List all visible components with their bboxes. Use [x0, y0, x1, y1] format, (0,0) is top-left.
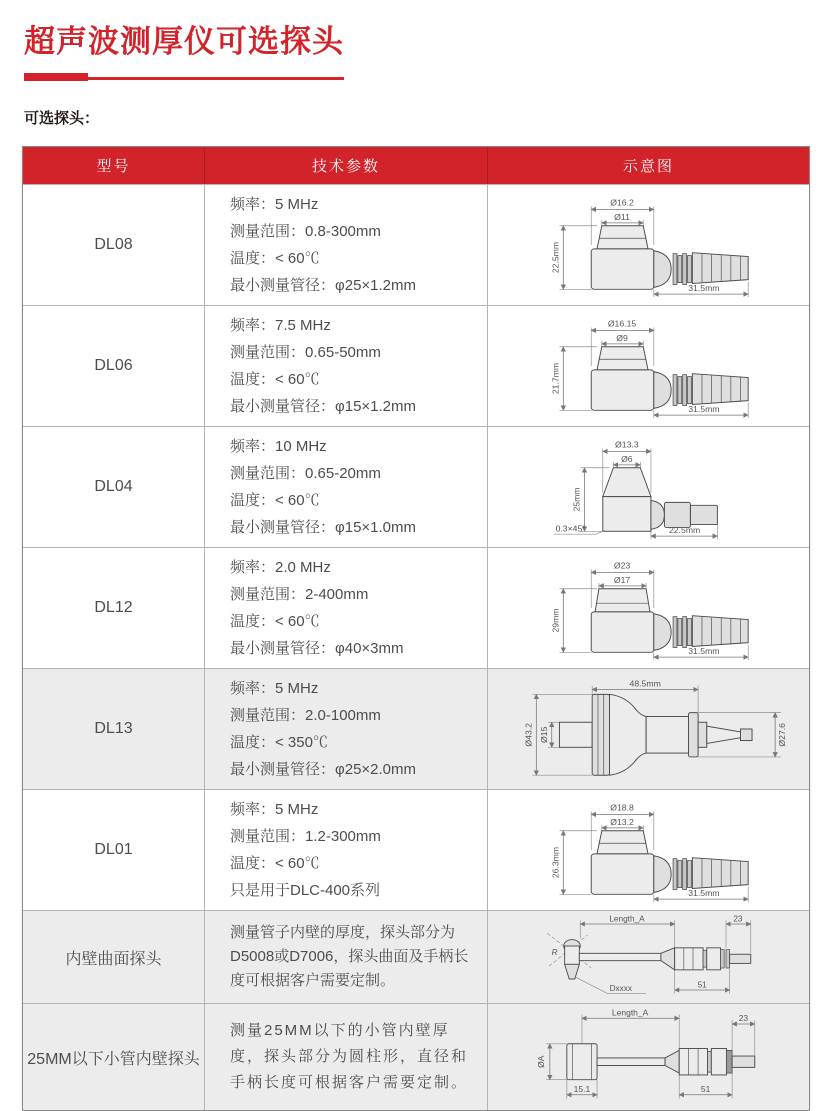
small-pipe-probe-diagram — [499, 1006, 799, 1108]
diagram-cell — [487, 427, 809, 547]
param-line: 测量范围：0.8-300mm — [230, 223, 381, 240]
model-name: DL08 — [94, 236, 133, 253]
radius-label: R — [551, 948, 558, 958]
dim-label: 31.5mm — [687, 888, 720, 899]
dim-label: 22.5mm — [549, 241, 560, 274]
dim-label: 15.1 — [573, 1083, 590, 1094]
param-line: 测量范围：0.65-20mm — [230, 465, 381, 482]
head-label: Dxxxx — [609, 983, 632, 993]
model-name: DL01 — [94, 841, 133, 858]
param-line: 频率：2.0 MHz — [230, 559, 331, 576]
dim-label: 22.5mm — [668, 525, 700, 536]
param-line: 频率：5 MHz — [230, 196, 319, 213]
param-line: 最小测量管径：φ40×3mm — [230, 640, 404, 657]
model-name: DL04 — [94, 478, 133, 495]
model-name: DL06 — [94, 357, 133, 374]
dim-label: 48.5mm — [629, 678, 661, 689]
dim-label: Ø16.2 — [609, 197, 634, 208]
params-cell — [204, 427, 487, 547]
description-cell — [204, 911, 487, 1003]
param-line: 温度：< 60℃ — [230, 371, 320, 388]
dim-label: 21.7mm — [549, 362, 560, 395]
right-angle-probe-diagram — [499, 798, 799, 902]
table-row-dl12 — [23, 547, 809, 668]
title-underline-thick — [24, 73, 88, 81]
dim-label: 51 — [700, 1083, 710, 1094]
dim-label: 23 — [732, 914, 743, 924]
model-name: DL13 — [94, 720, 133, 737]
param-line: 最小测量管径：φ25×1.2mm — [230, 277, 417, 294]
title-underline-thin — [88, 77, 344, 80]
diagram-cell — [487, 548, 809, 668]
param-line: 频率：5 MHz — [230, 801, 319, 818]
params-cell — [204, 790, 487, 910]
param-line: 频率：10 MHz — [230, 438, 327, 455]
dim-label: Length_A — [608, 914, 645, 924]
dim-label: ØA — [535, 1055, 546, 1068]
param-line: 温度：< 60℃ — [230, 613, 320, 630]
diagram-cell — [487, 1004, 809, 1110]
description-text: 测量管子内壁的厚度，探头部分为D5008或D7006，探头曲面及手柄长度可根据客户需要定制。 — [230, 924, 469, 989]
diagram-cell — [487, 790, 809, 910]
title-underline — [24, 73, 344, 81]
table-row-dl04 — [23, 426, 809, 547]
param-line: 频率：5 MHz — [230, 680, 319, 697]
header-model: 型号 — [96, 158, 131, 175]
description-text: 测量25MM以下的小管内壁厚度，探头部分为圆柱形，直径和手柄长度可根据客户需要定制。 — [230, 1022, 469, 1091]
dim-label: Ø18.8 — [609, 802, 634, 813]
dim-label: 25mm — [571, 487, 582, 512]
params-cell — [204, 185, 487, 305]
diagram-cell — [487, 306, 809, 426]
param-line: 测量范围：0.65-50mm — [230, 344, 381, 361]
table-row-curved-inner-wall — [23, 910, 809, 1003]
param-line: 测量范围：1.2-300mm — [230, 828, 381, 845]
dim-label: Ø6 — [620, 453, 633, 464]
dim-label: 23 — [738, 1013, 748, 1024]
curved-inner-wall-probe-diagram — [501, 913, 797, 1001]
dim-label: 29mm — [549, 608, 560, 633]
param-line: 温度：< 60℃ — [230, 250, 320, 267]
dim-label: Ø16.15 — [607, 318, 636, 329]
dim-label: Ø27.6 — [776, 722, 787, 747]
flange-probe-diagram — [499, 677, 799, 781]
dim-label: 31.5mm — [687, 646, 720, 657]
param-line: 最小测量管径：φ15×1.2mm — [230, 398, 417, 415]
right-angle-probe-diagram — [499, 556, 799, 660]
model-name: 25MM以下小管内壁探头 — [27, 1050, 200, 1068]
page-title: 超声波测厚仪可选探头 — [24, 24, 344, 59]
dim-label: Ø11 — [613, 211, 630, 222]
description-cell — [204, 1004, 487, 1110]
right-angle-probe-diagram — [499, 314, 799, 418]
section-label: 可选探头： — [24, 110, 100, 127]
param-line: 测量范围：2.0-100mm — [230, 707, 381, 724]
table-row-dl08 — [23, 184, 809, 305]
dim-label: Ø9 — [615, 332, 628, 343]
dim-label: 31.5mm — [687, 283, 720, 294]
dim-label: Ø43.2 — [523, 722, 534, 747]
header-specs: 技术参数 — [204, 147, 487, 184]
model-name: DL12 — [94, 599, 133, 616]
param-line: 最小测量管径：φ15×1.0mm — [230, 519, 417, 536]
dim-label: 51 — [697, 980, 707, 990]
param-line: 只是用于DLC-400系列 — [230, 882, 381, 899]
table-row-dl01 — [23, 789, 809, 910]
table-row-dl13 — [23, 668, 809, 789]
diagram-cell — [487, 911, 809, 1003]
dim-label: Ø17 — [613, 574, 630, 585]
dim-label: Ø13.3 — [614, 439, 639, 450]
diagram-cell — [487, 669, 809, 789]
param-line: 温度：< 60℃ — [230, 855, 320, 872]
params-cell — [204, 306, 487, 426]
table-row-small-pipe-inner-wall — [23, 1003, 809, 1110]
param-line: 最小测量管径：φ25×2.0mm — [230, 761, 417, 778]
param-line: 温度：< 350℃ — [230, 734, 328, 751]
dim-label: 26.3mm — [549, 846, 560, 879]
dim-label: Length_A — [611, 1007, 648, 1018]
diagram-cell — [487, 185, 809, 305]
param-line: 频率：7.5 MHz — [230, 317, 331, 334]
param-line: 测量范围：2-400mm — [230, 586, 369, 603]
dim-label: 31.5mm — [687, 404, 720, 415]
table-row-dl06 — [23, 305, 809, 426]
params-cell — [204, 548, 487, 668]
dim-label: Ø15 — [538, 726, 549, 743]
model-name: 内壁曲面探头 — [65, 950, 162, 968]
dim-label: Ø13.2 — [609, 816, 634, 827]
dim-label: Ø23 — [613, 560, 630, 571]
chamfer-label: 0.3×45° — [555, 523, 586, 534]
straight-probe-diagram — [499, 435, 799, 539]
right-angle-probe-diagram — [499, 193, 799, 297]
header-diagram: 示意图 — [487, 147, 809, 184]
params-cell — [204, 669, 487, 789]
param-line: 温度：< 60℃ — [230, 492, 320, 509]
probe-table — [22, 146, 810, 1111]
table-header-row — [23, 147, 809, 184]
